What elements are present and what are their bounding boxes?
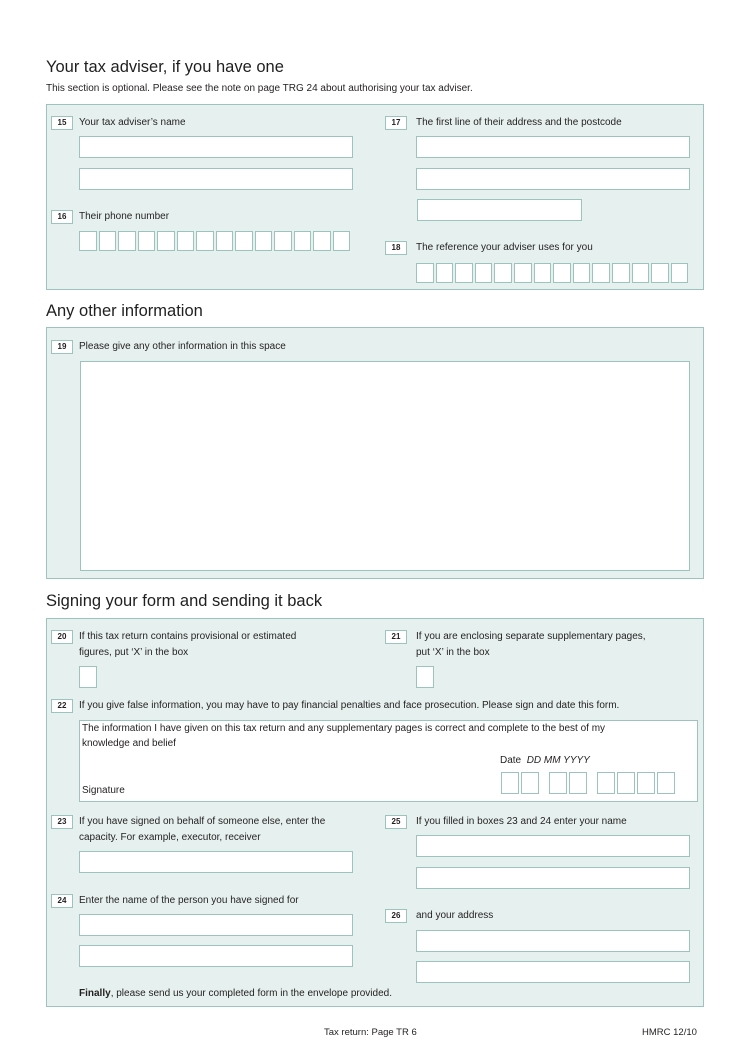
phone-digit-box[interactable] <box>255 231 273 251</box>
your-name-field-1[interactable] <box>416 835 690 857</box>
section-title-other: Any other information <box>46 302 203 320</box>
reference-char-box[interactable] <box>612 263 630 283</box>
adviser-phone-label: Their phone number <box>79 211 170 222</box>
box-number-23: 23 <box>51 815 73 829</box>
section-title-adviser: Your tax adviser, if you have one <box>46 58 284 76</box>
signing-panel <box>46 618 704 1007</box>
other-panel <box>46 327 704 579</box>
false-info-warning: If you give false information, you may have to pay financial penalties and face prosecution. Please sign and date this form. <box>79 700 620 711</box>
reference-char-box[interactable] <box>573 263 591 283</box>
adviser-name-field-1[interactable] <box>79 136 353 158</box>
box-number-26: 26 <box>385 909 407 923</box>
adviser-address-field-2[interactable] <box>416 168 690 190</box>
signed-for-field-2[interactable] <box>79 945 353 967</box>
form-code: HMRC 12/10 <box>642 1027 697 1038</box>
other-info-label: Please give any other information in this space <box>79 341 286 352</box>
phone-digit-box[interactable] <box>216 231 234 251</box>
capacity-label-line1: If you have signed on behalf of someone else, enter the <box>79 816 326 827</box>
capacity-label-line2: capacity. For example, executor, receiver <box>79 832 261 843</box>
reference-char-box[interactable] <box>436 263 454 283</box>
box-number-21: 21 <box>385 630 407 644</box>
adviser-name-field-2[interactable] <box>79 168 353 190</box>
phone-digit-box[interactable] <box>274 231 292 251</box>
reference-char-box[interactable] <box>514 263 532 283</box>
phone-digit-box[interactable] <box>118 231 136 251</box>
supplementary-pages-label-line1: If you are enclosing separate supplementary pages, <box>416 631 646 642</box>
date-digit-box[interactable] <box>569 772 587 794</box>
phone-digit-box[interactable] <box>333 231 351 251</box>
phone-digit-box[interactable] <box>196 231 214 251</box>
reference-char-box[interactable] <box>553 263 571 283</box>
box-number-22: 22 <box>51 699 73 713</box>
finally-rest: , please send us your completed form in the envelope provided. <box>110 988 392 999</box>
adviser-reference-label: The reference your adviser uses for you <box>416 242 593 253</box>
box-number-25: 25 <box>385 815 407 829</box>
reference-char-box[interactable] <box>671 263 689 283</box>
page-number: Tax return: Page TR 6 <box>324 1027 417 1038</box>
box-number-24: 24 <box>51 894 73 908</box>
date-digit-box[interactable] <box>637 772 655 794</box>
adviser-reference-boxes[interactable] <box>416 263 688 283</box>
your-address-field-1[interactable] <box>416 930 690 952</box>
section-title-signing: Signing your form and sending it back <box>46 592 323 610</box>
date-digit-box[interactable] <box>521 772 539 794</box>
date-digit-box[interactable] <box>657 772 675 794</box>
your-name-label: If you filled in boxes 23 and 24 enter your name <box>416 816 627 827</box>
your-address-field-2[interactable] <box>416 961 690 983</box>
signature-label: Signature <box>82 785 125 796</box>
date-month-boxes[interactable] <box>549 772 587 794</box>
finally-bold: Finally <box>79 988 111 999</box>
phone-digit-box[interactable] <box>177 231 195 251</box>
your-address-label: and your address <box>416 910 494 921</box>
section-subtitle-adviser: This section is optional. Please see the note on page TRG 24 about authorising your tax adviser. <box>46 83 473 94</box>
date-digit-box[interactable] <box>617 772 635 794</box>
box-number-15: 15 <box>51 116 73 130</box>
date-day-boxes[interactable] <box>501 772 539 794</box>
finally-instruction <box>79 986 392 1001</box>
date-digit-box[interactable] <box>597 772 615 794</box>
supplementary-pages-checkbox[interactable] <box>416 666 434 688</box>
date-year-boxes[interactable] <box>597 772 675 794</box>
signed-for-field-1[interactable] <box>79 914 353 936</box>
adviser-postcode-field[interactable] <box>417 199 582 221</box>
declaration-text-line1: The information I have given on this tax return and any supplementary pages is correct and complete to the best of my <box>82 723 606 734</box>
date-digit-box[interactable] <box>501 772 519 794</box>
adviser-name-label: Your tax adviser’s name <box>79 117 186 128</box>
your-name-field-2[interactable] <box>416 867 690 889</box>
date-format-hint: DD MM YYYY <box>526 755 590 766</box>
capacity-field[interactable] <box>79 851 353 873</box>
reference-char-box[interactable] <box>455 263 473 283</box>
adviser-address-field-1[interactable] <box>416 136 690 158</box>
reference-char-box[interactable] <box>592 263 610 283</box>
box-number-20: 20 <box>51 630 73 644</box>
phone-digit-box[interactable] <box>157 231 175 251</box>
box-number-17: 17 <box>385 116 407 130</box>
reference-char-box[interactable] <box>651 263 669 283</box>
phone-digit-box[interactable] <box>79 231 97 251</box>
adviser-address-label: The first line of their address and the postcode <box>416 117 622 128</box>
declaration-box <box>79 720 698 802</box>
signed-for-label: Enter the name of the person you have signed for <box>79 895 299 906</box>
reference-char-box[interactable] <box>534 263 552 283</box>
date-label-text: Date <box>500 755 522 766</box>
reference-char-box[interactable] <box>632 263 650 283</box>
phone-digit-box[interactable] <box>294 231 312 251</box>
reference-char-box[interactable] <box>416 263 434 283</box>
box-number-19: 19 <box>51 340 73 354</box>
box-number-18: 18 <box>385 241 407 255</box>
other-info-textarea[interactable] <box>80 361 690 571</box>
phone-digit-box[interactable] <box>99 231 117 251</box>
adviser-phone-boxes[interactable] <box>79 231 350 251</box>
date-digit-box[interactable] <box>549 772 567 794</box>
provisional-figures-label-line2: figures, put ‘X’ in the box <box>79 647 189 658</box>
supplementary-pages-label-line2: put ‘X’ in the box <box>416 647 490 658</box>
reference-char-box[interactable] <box>475 263 493 283</box>
box-number-16: 16 <box>51 210 73 224</box>
reference-char-box[interactable] <box>494 263 512 283</box>
declaration-text-line2: knowledge and belief <box>82 738 176 749</box>
provisional-figures-checkbox[interactable] <box>79 666 97 688</box>
date-label <box>500 753 590 768</box>
adviser-panel <box>46 104 704 290</box>
phone-digit-box[interactable] <box>313 231 331 251</box>
provisional-figures-label-line1: If this tax return contains provisional or estimated <box>79 631 297 642</box>
phone-digit-box[interactable] <box>138 231 156 251</box>
phone-digit-box[interactable] <box>235 231 253 251</box>
